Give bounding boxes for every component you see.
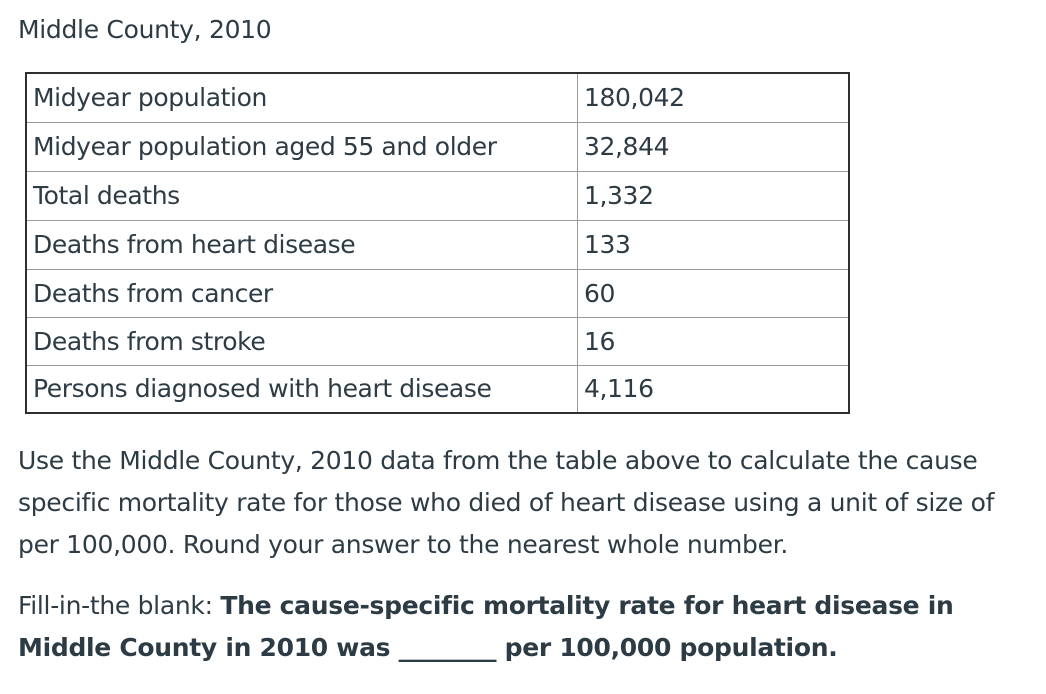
row-label: Deaths from stroke xyxy=(26,317,578,365)
row-label: Midyear population xyxy=(26,73,578,122)
table-row xyxy=(26,73,849,122)
table-row xyxy=(26,317,849,365)
row-label: Deaths from heart disease xyxy=(26,220,578,269)
row-label: Total deaths xyxy=(26,171,578,220)
table-caption: Middle County, 2010 xyxy=(18,15,272,44)
row-label: Persons diagnosed with heart disease xyxy=(26,365,578,413)
table-row xyxy=(26,220,849,269)
row-value: 32,844 xyxy=(578,122,850,171)
row-value: 133 xyxy=(578,220,850,269)
row-label: Midyear population aged 55 and older xyxy=(26,122,578,171)
row-value: 4,116 xyxy=(578,365,850,413)
row-value: 60 xyxy=(578,269,850,317)
fill-in-statement: The cause-specific mortality rate for heart disease in Middle County in 2010 was ________ per 100,000 population. xyxy=(18,591,954,662)
table-row xyxy=(26,171,849,220)
row-value: 16 xyxy=(578,317,850,365)
table-row xyxy=(26,365,849,413)
row-value: 1,332 xyxy=(578,171,850,220)
table-row xyxy=(26,122,849,171)
instructions-text: Use the Middle County, 2010 data from the table above to calculate the cause specific mortality rate for those who died of heart disease using a unit of size of per 100,000. Round your answer to the nearest whole number. xyxy=(18,446,995,559)
fill-in-prefix: Fill-in-the blank: xyxy=(18,591,221,620)
row-label: Deaths from cancer xyxy=(26,269,578,317)
table-row xyxy=(26,269,849,317)
row-value: 180,042 xyxy=(578,73,850,122)
county-data-table xyxy=(25,72,850,414)
fill-in-question xyxy=(18,585,1028,669)
